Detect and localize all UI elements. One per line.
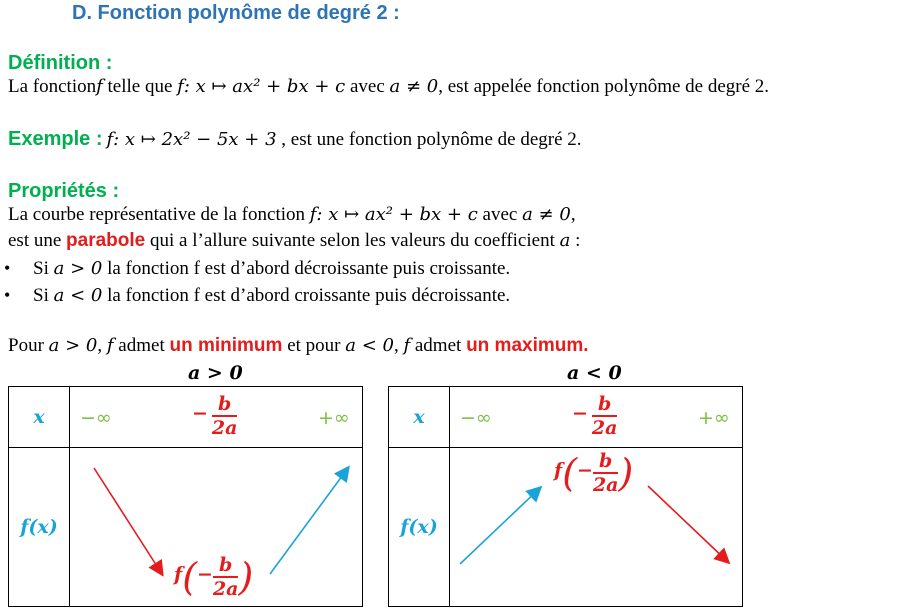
properties-line-2: est une parabole qui a l’allure suivante selon les valeurs du coefficient a :: [8, 230, 581, 251]
properties-label: Propriétés :: [8, 180, 120, 202]
plus-infinity: +∞: [318, 407, 350, 429]
parabole-word: parabole: [66, 230, 146, 251]
vertex-abscissa: − $\frac{b}{2a}$: [572, 393, 618, 439]
increasing-arrow: [460, 488, 540, 564]
x-header-cell: x: [389, 387, 450, 448]
fx-values-cell: [70, 448, 363, 607]
x-values-cell: [450, 387, 743, 448]
fx-header-cell: f(x): [9, 448, 70, 607]
variation-table-positive: [8, 386, 363, 607]
x-values-cell: [70, 387, 363, 448]
variation-table-negative: [388, 386, 743, 607]
section-title: D. Fonction polynôme de degré 2 :: [72, 2, 400, 24]
fx-values-cell: [450, 448, 743, 607]
caption-a-positive: a > 0: [188, 362, 243, 384]
minimum-value: f(− $\frac{b}{2a}$ ): [174, 554, 254, 600]
definition-label: Définition :: [8, 52, 113, 74]
maximum-value: f(− $\frac{b}{2a}$ ): [554, 450, 634, 496]
decreasing-arrow: [94, 468, 162, 574]
fx-header-cell: f(x): [389, 448, 450, 607]
decreasing-arrow: [648, 486, 728, 562]
example-line: Exemple : f: x ↦ 2x² − 5x + 3 , est une fonction polynôme de degré 2.: [8, 128, 582, 150]
plus-infinity: +∞: [698, 407, 730, 429]
x-header-cell: x: [9, 387, 70, 448]
increasing-arrow: [270, 468, 348, 574]
minimum-word: un minimum: [169, 335, 283, 356]
definition-text: La fonctionf telle que f: x ↦ ax² + bx + c avec a ≠ 0, est appelée fonction polynôme de degré 2.: [8, 76, 770, 97]
example-label: Exemple :: [8, 128, 103, 150]
vertex-abscissa: − $\frac{b}{2a}$: [192, 393, 238, 439]
bullet-icon: •: [4, 258, 11, 278]
minus-infinity: −∞: [80, 407, 112, 429]
minus-infinity: −∞: [460, 407, 492, 429]
properties-line-1: La courbe représentative de la fonction f: x ↦ ax² + bx + c avec a ≠ 0,: [8, 204, 576, 225]
caption-a-negative: a < 0: [567, 362, 622, 384]
summary-line: Pour a > 0, f admet un minimum et pour a < 0, f admet un maximum.: [8, 335, 589, 356]
bullet-icon: •: [4, 285, 11, 305]
maximum-word: un maximum: [466, 335, 584, 356]
